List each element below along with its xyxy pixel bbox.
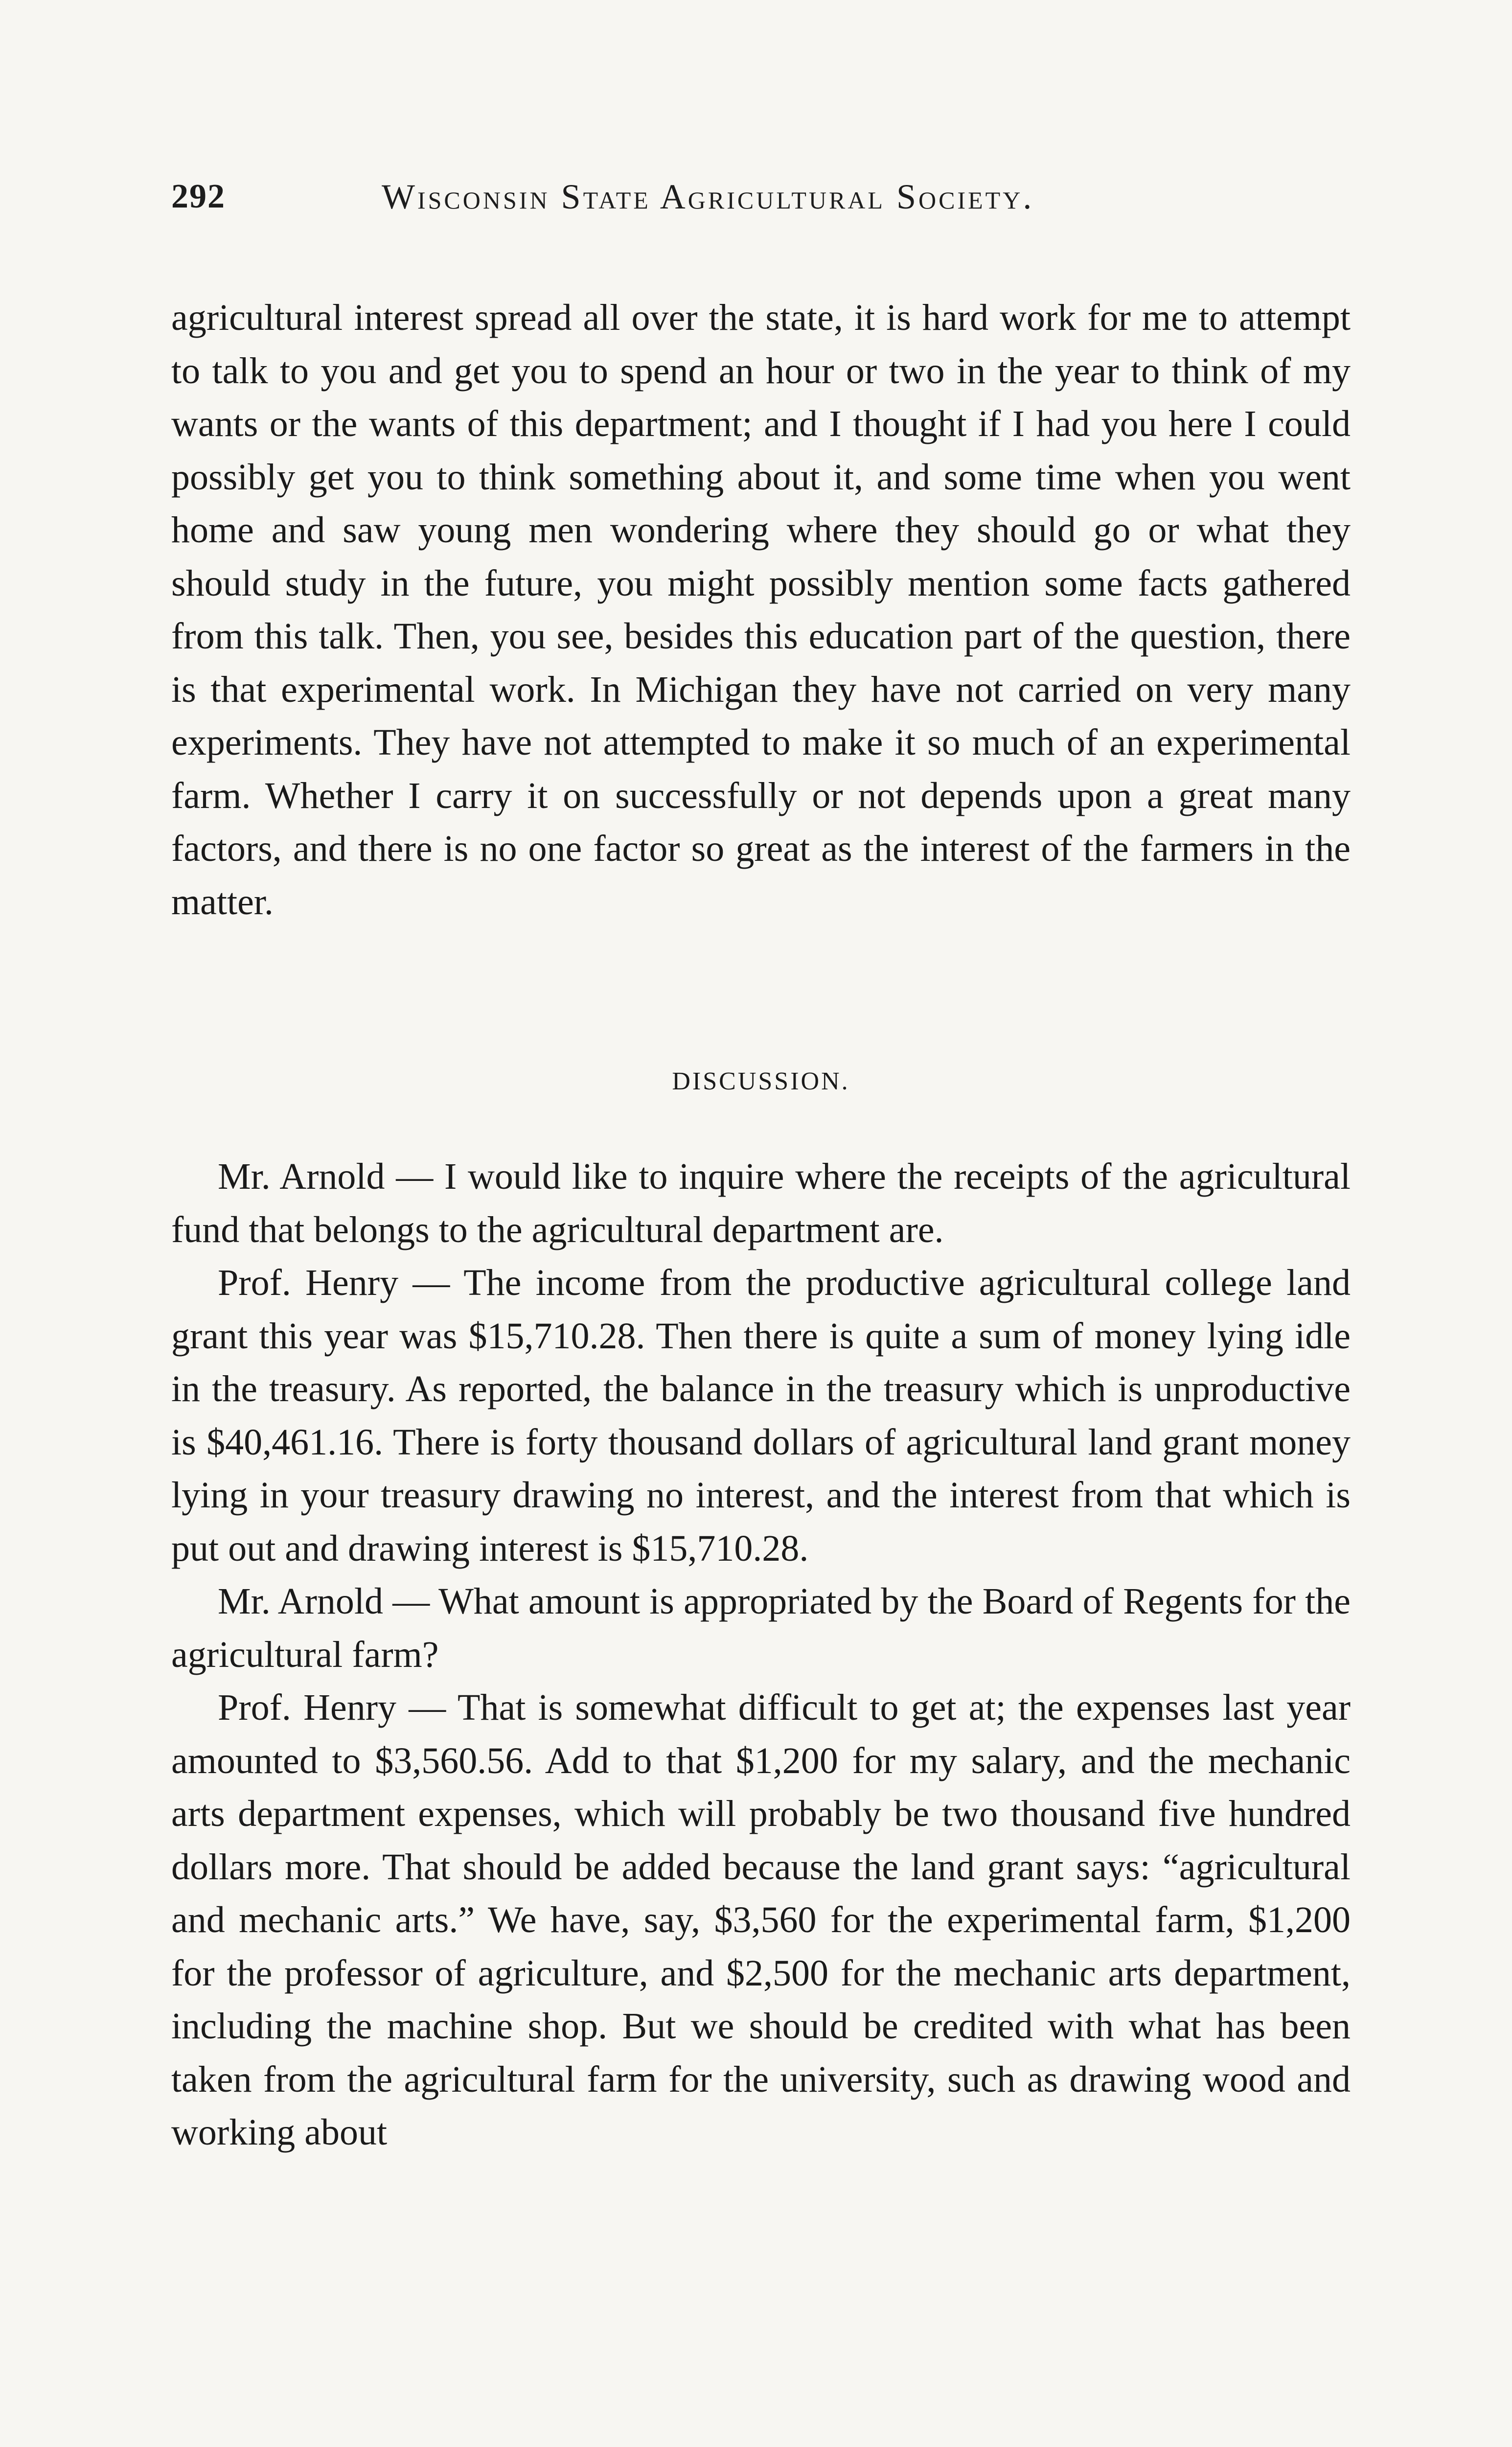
discussion-text: What amount is appropriated by the Board of Regents for the agricultural farm?: [171, 1581, 1351, 1675]
speaker-name: Mr. Arnold: [218, 1156, 385, 1197]
discussion-entry: [171, 1150, 1351, 1256]
speaker-name: Prof. Henry: [218, 1687, 397, 1728]
discussion-entry: [171, 1256, 1351, 1575]
intro-paragraph: agricultural interest spread all over the state, it is hard work for me to attempt to talk to you and get you to spend an hour or two in the year to think of my wants or the wants of this department; and I thought if I had you here I could possibly get you to think something about it, and some time when you went home and saw young men wondering where they should go or what they should study in the future, you might possibly mention some facts gathered from this talk. Then, you see, besides this education part of the question, there is that experimental work. In Michigan they have not carried on very many experiments. They have not attempted to make it so much of an experimental farm. Whether I carry it on successfully or not depends upon a great many factors, and there is no one factor so great as the interest of the farmers in the matter.: [171, 297, 1351, 923]
running-head: [171, 172, 1360, 221]
discussion-text: I would like to inquire where the receipts of the agricultural fund that belongs to the agricultural department are.: [171, 1156, 1351, 1250]
running-head-title: Wisconsin State Agricultural Society.: [382, 177, 1034, 216]
speaker-name: Prof. Henry: [218, 1262, 399, 1303]
discussion-entry: [171, 1681, 1351, 2159]
discussion-block: [171, 1150, 1351, 2159]
discussion-text: The income from the productive agricultural college land grant this year was $15,710.28. Then there is quite a sum of money lying idle in the treasury. As reported, the balance in the treasury which is unproductive is $40,461.16. There is forty thousand dollars of agricultural land grant money lying in your treasury drawing no interest, and the interest from that which is put out and drawing interest is $15,710.28.: [171, 1262, 1351, 1569]
dash: —: [398, 1262, 464, 1303]
dash: —: [396, 1687, 458, 1728]
speaker-name: Mr. Arnold: [218, 1581, 384, 1622]
discussion-entry: [171, 1575, 1351, 1681]
dash: —: [385, 1156, 444, 1197]
discussion-text: That is somewhat difficult to get at; the expenses last year amounted to $3,560.56. Add to that $1,200 for my salary, and the mechanic arts department expenses, which will probably be two thousand five hundred dollars more. That should be added because the land grant says: “agricultural and mechanic arts.” We have, say, $3,560 for the experimental farm, $1,200 for the professor of agriculture, and $2,500 for the mechanic arts department, including the machine shop. But we should be credited with what has been taken from the agricultural farm for the university, such as drawing wood and working about: [171, 1687, 1351, 2153]
intro-text-block: [171, 291, 1351, 928]
page-number: 292: [171, 178, 226, 215]
dash: —: [383, 1581, 439, 1622]
discussion-heading: DISCUSSION.: [672, 1067, 850, 1095]
